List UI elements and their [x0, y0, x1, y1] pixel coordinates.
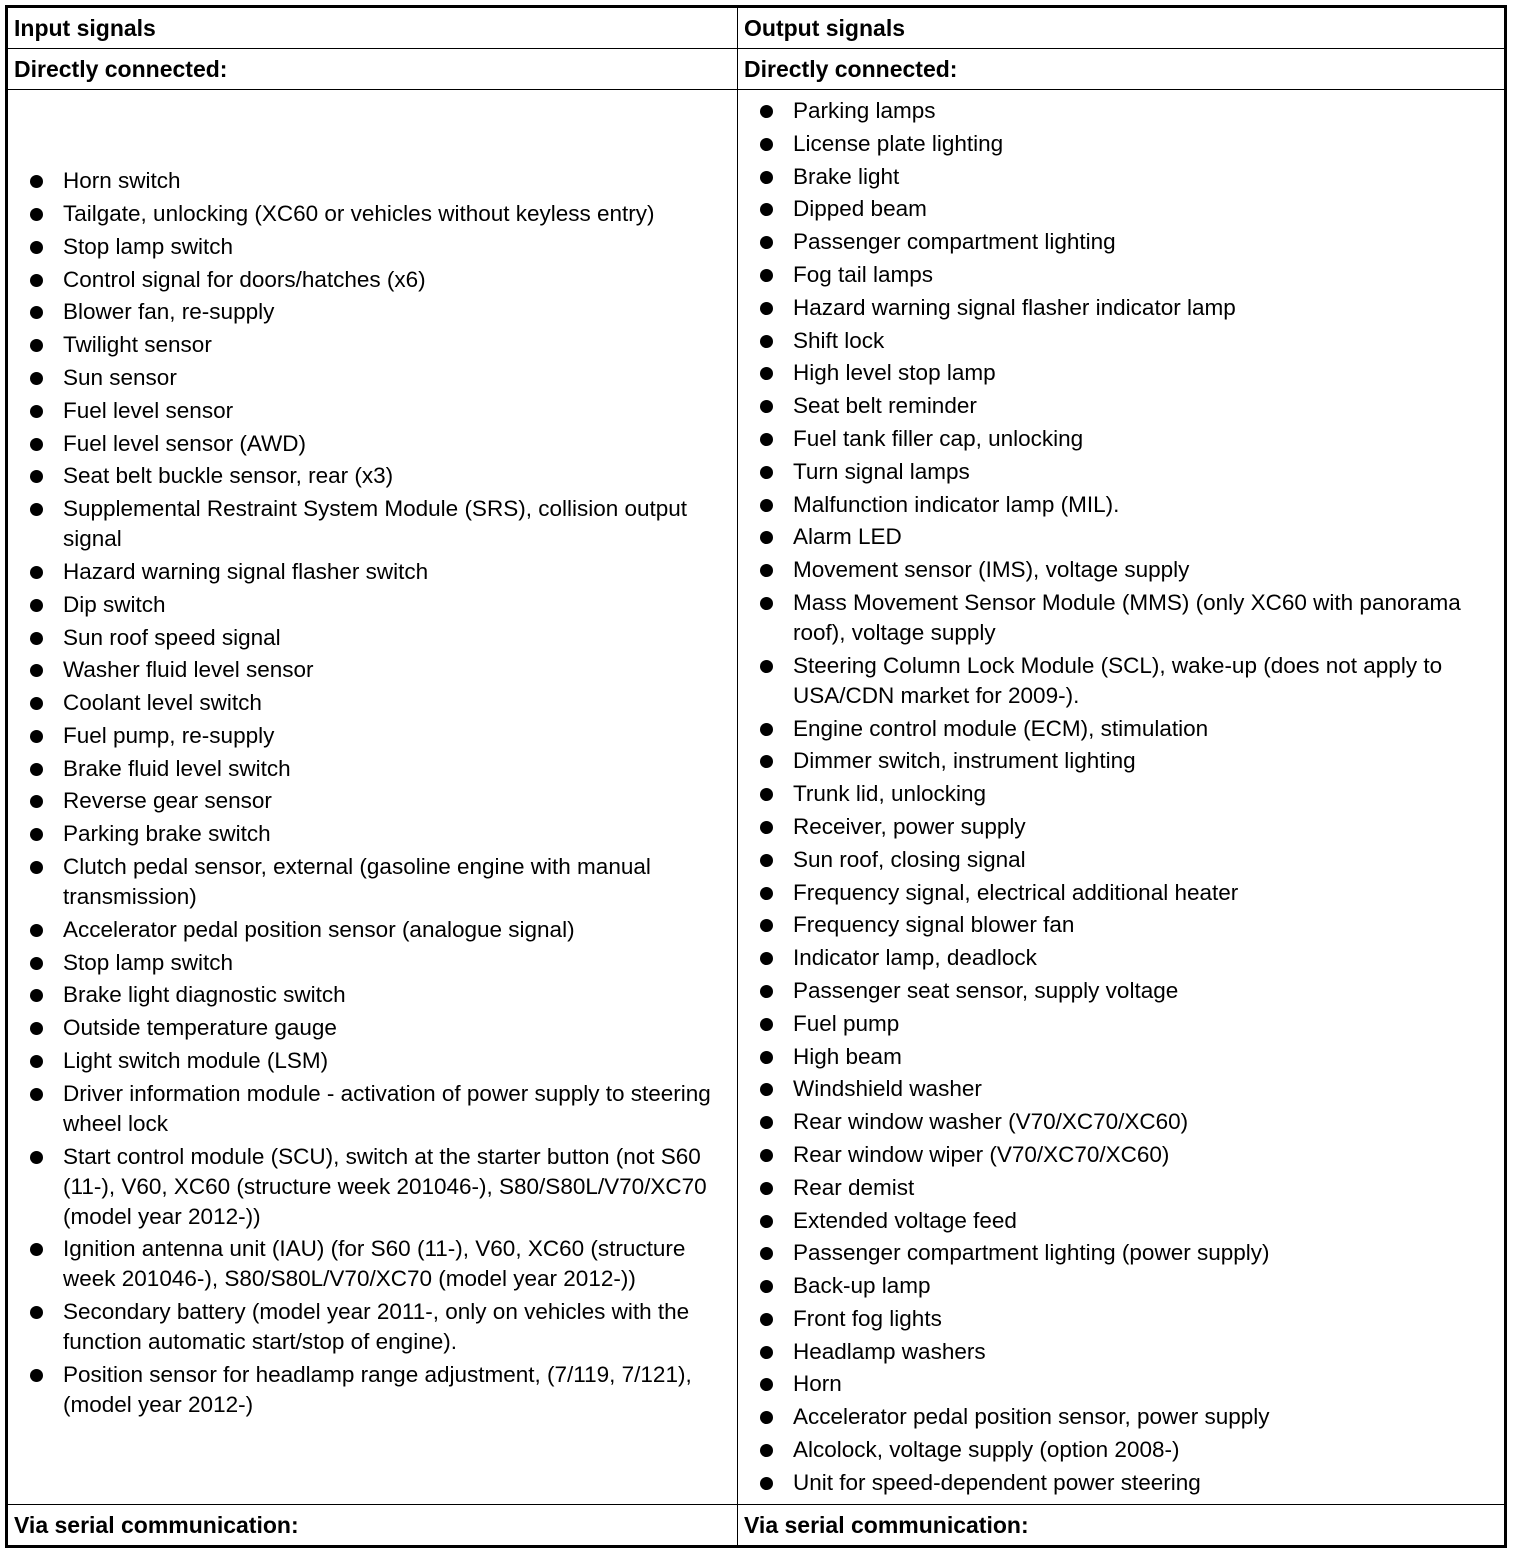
list-item: [8, 754, 737, 784]
bullet-icon: [760, 1411, 773, 1424]
bullet-icon: [760, 952, 773, 965]
bullet-icon: [30, 697, 43, 710]
output-serial-label: Via serial communication:: [738, 1505, 1506, 1547]
list-item-text: Blower fan, re-supply: [63, 299, 275, 325]
list-item-text: Hazard warning signal flasher indicator lamp: [793, 294, 1236, 320]
bullet-icon: [30, 924, 43, 937]
list-item-text: Passenger seat sensor, supply voltage: [793, 977, 1179, 1003]
list-item-text: Coolant level switch: [63, 690, 262, 716]
bullet-icon: [30, 1088, 43, 1101]
bullet-icon: [30, 828, 43, 841]
list-item-text: Outside temperature gauge: [63, 1015, 337, 1041]
list-item: [738, 293, 1504, 323]
bullet-icon: [760, 400, 773, 413]
list-item: [8, 623, 737, 653]
list-item-text: Start control module (SCU), switch at the starter button (not S60 (11-), V60, XC60 (structure week 201046-), S80/S80L/V70/XC70 (model year 2012-)): [63, 1143, 707, 1229]
list-item-text: Windshield washer: [793, 1076, 982, 1102]
list-item-text: Front fog lights: [793, 1305, 942, 1331]
list-item-text: Rear window wiper (V70/XC70/XC60): [793, 1141, 1170, 1167]
list-item: [738, 1337, 1504, 1367]
bullet-icon: [30, 503, 43, 516]
list-item-text: Trunk lid, unlocking: [793, 781, 987, 807]
list-item: [738, 1271, 1504, 1301]
subheader-row: [7, 49, 1506, 90]
input-serial-label: Via serial communication:: [7, 1505, 738, 1547]
list-item: [738, 1042, 1504, 1072]
list-item: [738, 976, 1504, 1006]
output-signals-heading: Output signals: [738, 7, 1506, 49]
list-item: [8, 1234, 737, 1294]
list-item: [8, 819, 737, 849]
list-item: [8, 688, 737, 718]
list-item-text: Dimmer switch, instrument lighting: [793, 748, 1136, 774]
list-item: [738, 391, 1504, 421]
list-item: [738, 129, 1504, 159]
list-item-text: Movement sensor (IMS), voltage supply: [793, 557, 1190, 583]
list-item-text: Unit for speed-dependent power steering: [793, 1469, 1201, 1495]
list-item: [738, 1009, 1504, 1039]
list-item-text: Position sensor for headlamp range adjustment, (7/119, 7/121), (model year 2012-): [63, 1362, 692, 1418]
list-item-text: Malfunction indicator lamp (MIL).: [793, 491, 1120, 517]
list-item-text: High beam: [793, 1043, 902, 1069]
bullet-icon: [760, 985, 773, 998]
list-item-text: Brake fluid level switch: [63, 755, 291, 781]
list-item: [8, 557, 737, 587]
list-item-text: Sun roof, closing signal: [793, 846, 1026, 872]
bullet-icon: [760, 1083, 773, 1096]
bullet-icon: [760, 723, 773, 736]
list-item: [738, 1107, 1504, 1137]
bullet-icon: [30, 632, 43, 645]
bullet-icon: [760, 564, 773, 577]
list-item-text: Horn switch: [63, 168, 181, 194]
bullet-icon: [760, 1378, 773, 1391]
bullet-icon: [30, 861, 43, 874]
input-list-cell: [7, 90, 738, 1505]
list-item: [738, 227, 1504, 257]
input-signals-heading: Input signals: [7, 7, 738, 49]
output-list-cell: [738, 90, 1506, 1505]
bullet-icon: [30, 405, 43, 418]
list-item: [738, 522, 1504, 552]
list-item: [738, 326, 1504, 356]
bullet-icon: [30, 795, 43, 808]
list-item-text: Fuel level sensor: [63, 397, 234, 423]
list-item-text: Fuel pump, re-supply: [63, 722, 275, 748]
list-item: [8, 590, 737, 620]
list-item: [738, 1074, 1504, 1104]
list-item-text: Frequency signal blower fan: [793, 912, 1075, 938]
list-item-text: Receiver, power supply: [793, 813, 1026, 839]
input-signal-list: [8, 166, 737, 1420]
list-item-text: Reverse gear sensor: [63, 788, 272, 814]
list-item: [738, 651, 1504, 711]
list-item-text: Dipped beam: [793, 196, 927, 222]
list-item: [738, 358, 1504, 388]
list-item: [8, 1297, 737, 1357]
list-item-text: Stop lamp switch: [63, 233, 234, 259]
bullet-icon: [30, 241, 43, 254]
bullet-icon: [760, 1280, 773, 1293]
list-item: [738, 1304, 1504, 1334]
list-item-text: Shift lock: [793, 327, 885, 353]
list-row: [7, 90, 1506, 1505]
bullet-icon: [760, 1051, 773, 1064]
list-item-text: Control signal for doors/hatches (x6): [63, 266, 426, 292]
bullet-icon: [760, 887, 773, 900]
list-item: [738, 1435, 1504, 1465]
list-item: [8, 363, 737, 393]
list-item: [8, 915, 737, 945]
list-item-text: Sun roof speed signal: [63, 624, 281, 650]
footer-row: [7, 1505, 1506, 1547]
bullet-icon: [760, 1346, 773, 1359]
bullet-icon: [760, 236, 773, 249]
list-item-text: Accelerator pedal position sensor, power supply: [793, 1404, 1270, 1430]
list-item-text: License plate lighting: [793, 130, 1004, 156]
list-item-text: Stop lamp switch: [63, 949, 234, 975]
list-item: [8, 330, 737, 360]
list-item: [8, 199, 737, 229]
list-item: [8, 655, 737, 685]
bullet-icon: [30, 274, 43, 287]
list-item-text: Seat belt buckle sensor, rear (x3): [63, 463, 394, 489]
list-item: [738, 1238, 1504, 1268]
list-item-text: Brake light diagnostic switch: [63, 982, 346, 1008]
list-item: [738, 1173, 1504, 1203]
list-item-text: Light switch module (LSM): [63, 1048, 329, 1074]
bullet-icon: [760, 171, 773, 184]
list-item-text: Turn signal lamps: [793, 458, 970, 484]
bullet-icon: [760, 1313, 773, 1326]
list-item: [8, 1013, 737, 1043]
bullet-icon: [30, 1306, 43, 1319]
list-item-text: Fuel level sensor (AWD): [63, 430, 306, 456]
list-item: [738, 490, 1504, 520]
list-item: [738, 812, 1504, 842]
bullet-icon: [760, 660, 773, 673]
bullet-icon: [760, 854, 773, 867]
list-item-text: Fuel tank filler cap, unlocking: [793, 425, 1084, 451]
list-item: [8, 786, 737, 816]
input-directly-connected-label: Directly connected:: [7, 49, 738, 90]
list-item: [8, 1079, 737, 1139]
list-item: [8, 1142, 737, 1232]
bullet-icon: [760, 1444, 773, 1457]
bullet-icon: [30, 664, 43, 677]
list-item-text: Steering Column Lock Module (SCL), wake-up (does not apply to USA/CDN market for 2009-).: [793, 652, 1443, 708]
list-item: [738, 194, 1504, 224]
list-item: [8, 852, 737, 912]
bullet-icon: [30, 208, 43, 221]
bullet-icon: [760, 919, 773, 932]
bullet-icon: [30, 306, 43, 319]
list-item: [738, 714, 1504, 744]
bullet-icon: [30, 730, 43, 743]
bullet-icon: [760, 755, 773, 768]
list-item-text: Passenger compartment lighting: [793, 229, 1116, 255]
list-item: [738, 779, 1504, 809]
list-item-text: Frequency signal, electrical additional heater: [793, 879, 1239, 905]
list-item-text: Engine control module (ECM), stimulation: [793, 715, 1209, 741]
list-item-text: Back-up lamp: [793, 1273, 931, 1299]
bullet-icon: [30, 470, 43, 483]
list-item: [738, 1206, 1504, 1236]
list-item: [8, 494, 737, 554]
list-item-text: Extended voltage feed: [793, 1207, 1017, 1233]
list-item: [738, 1369, 1504, 1399]
list-item-text: Passenger compartment lighting (power supply): [793, 1240, 1270, 1266]
list-item: [8, 429, 737, 459]
list-item: [8, 1360, 737, 1420]
list-item: [738, 1140, 1504, 1170]
list-item: [8, 1046, 737, 1076]
bullet-icon: [760, 203, 773, 216]
list-item: [8, 461, 737, 491]
list-item: [8, 721, 737, 751]
list-item: [8, 265, 737, 295]
output-directly-connected-label: Directly connected:: [738, 49, 1506, 90]
output-signal-list: [738, 96, 1504, 1498]
list-item-text: Alarm LED: [793, 524, 902, 550]
list-item-text: Seat belt reminder: [793, 393, 977, 419]
bullet-icon: [30, 372, 43, 385]
list-item: [738, 1468, 1504, 1498]
bullet-icon: [760, 367, 773, 380]
list-item-text: Dip switch: [63, 591, 166, 617]
list-item: [738, 1402, 1504, 1432]
list-item-text: Parking lamps: [793, 98, 936, 123]
bullet-icon: [30, 763, 43, 776]
list-item: [738, 424, 1504, 454]
bullet-icon: [760, 1018, 773, 1031]
list-item-text: Fog tail lamps: [793, 261, 934, 287]
bullet-icon: [760, 105, 773, 118]
bullet-icon: [760, 499, 773, 512]
list-item: [738, 588, 1504, 648]
bullet-icon: [30, 599, 43, 612]
bullet-icon: [30, 438, 43, 451]
list-item: [738, 162, 1504, 192]
list-item: [8, 980, 737, 1010]
bullet-icon: [30, 1243, 43, 1256]
bullet-icon: [760, 1182, 773, 1195]
list-item-text: Hazard warning signal flasher switch: [63, 558, 429, 584]
bullet-icon: [760, 1247, 773, 1260]
bullet-icon: [30, 989, 43, 1002]
list-item-text: Indicator lamp, deadlock: [793, 945, 1037, 971]
list-item: [738, 910, 1504, 940]
bullet-icon: [30, 1022, 43, 1035]
bullet-icon: [30, 175, 43, 188]
bullet-icon: [760, 433, 773, 446]
list-item-text: Mass Movement Sensor Module (MMS) (only XC60 with panorama roof), voltage supply: [793, 589, 1461, 645]
list-item: [8, 948, 737, 978]
list-item: [738, 555, 1504, 585]
list-item-text: Rear demist: [793, 1174, 915, 1200]
list-item: [738, 943, 1504, 973]
list-item-text: Secondary battery (model year 2011-, only on vehicles with the function automatic start/stop of engine).: [63, 1299, 690, 1355]
list-item: [738, 96, 1504, 126]
list-item: [738, 878, 1504, 908]
bullet-icon: [760, 269, 773, 282]
list-item-text: High level stop lamp: [793, 360, 996, 386]
bullet-icon: [760, 597, 773, 610]
bullet-icon: [760, 138, 773, 151]
list-item: [8, 396, 737, 426]
list-item-text: Driver information module - activation of power supply to steering wheel lock: [63, 1080, 711, 1136]
list-item-text: Supplemental Restraint System Module (SRS), collision output signal: [63, 496, 688, 552]
list-item-text: Tailgate, unlocking (XC60 or vehicles without keyless entry): [63, 200, 655, 226]
bullet-icon: [760, 1477, 773, 1490]
list-item: [738, 845, 1504, 875]
list-item: [8, 297, 737, 327]
list-item: [738, 746, 1504, 776]
bullet-icon: [30, 339, 43, 352]
bullet-icon: [30, 1151, 43, 1164]
bullet-icon: [30, 1369, 43, 1382]
list-item: [8, 166, 737, 196]
list-item-text: Clutch pedal sensor, external (gasoline engine with manual transmission): [63, 854, 651, 910]
bullet-icon: [30, 566, 43, 579]
bullet-icon: [30, 957, 43, 970]
header-row: [7, 7, 1506, 49]
list-item-text: Headlamp washers: [793, 1338, 986, 1364]
bullet-icon: [760, 335, 773, 348]
list-item-text: Brake light: [793, 163, 900, 189]
list-item-text: Sun sensor: [63, 364, 177, 390]
list-item-text: Ignition antenna unit (IAU) (for S60 (11-), V60, XC60 (structure week 201046-), S80/S80L/V70/XC70 (model year 2012-)): [63, 1236, 686, 1292]
list-item-text: Rear window washer (V70/XC70/XC60): [793, 1109, 1189, 1135]
list-item-text: Accelerator pedal position sensor (analogue signal): [63, 916, 575, 942]
bullet-icon: [760, 1116, 773, 1129]
bullet-icon: [760, 821, 773, 834]
bullet-icon: [760, 788, 773, 801]
bullet-icon: [760, 1149, 773, 1162]
list-item-text: Alcolock, voltage supply (option 2008-): [793, 1437, 1180, 1463]
bullet-icon: [30, 1055, 43, 1068]
list-item: [8, 232, 737, 262]
bullet-icon: [760, 1215, 773, 1228]
list-item: [738, 457, 1504, 487]
signals-table: [5, 5, 1507, 1548]
list-item-text: Fuel pump: [793, 1010, 900, 1036]
list-item: [738, 260, 1504, 290]
list-item-text: Parking brake switch: [63, 821, 271, 847]
list-item-text: Washer fluid level sensor: [63, 657, 314, 683]
list-item-text: Twilight sensor: [63, 332, 212, 358]
bullet-icon: [760, 531, 773, 544]
bullet-icon: [760, 466, 773, 479]
list-item-text: Horn: [793, 1371, 842, 1397]
bullet-icon: [760, 302, 773, 315]
